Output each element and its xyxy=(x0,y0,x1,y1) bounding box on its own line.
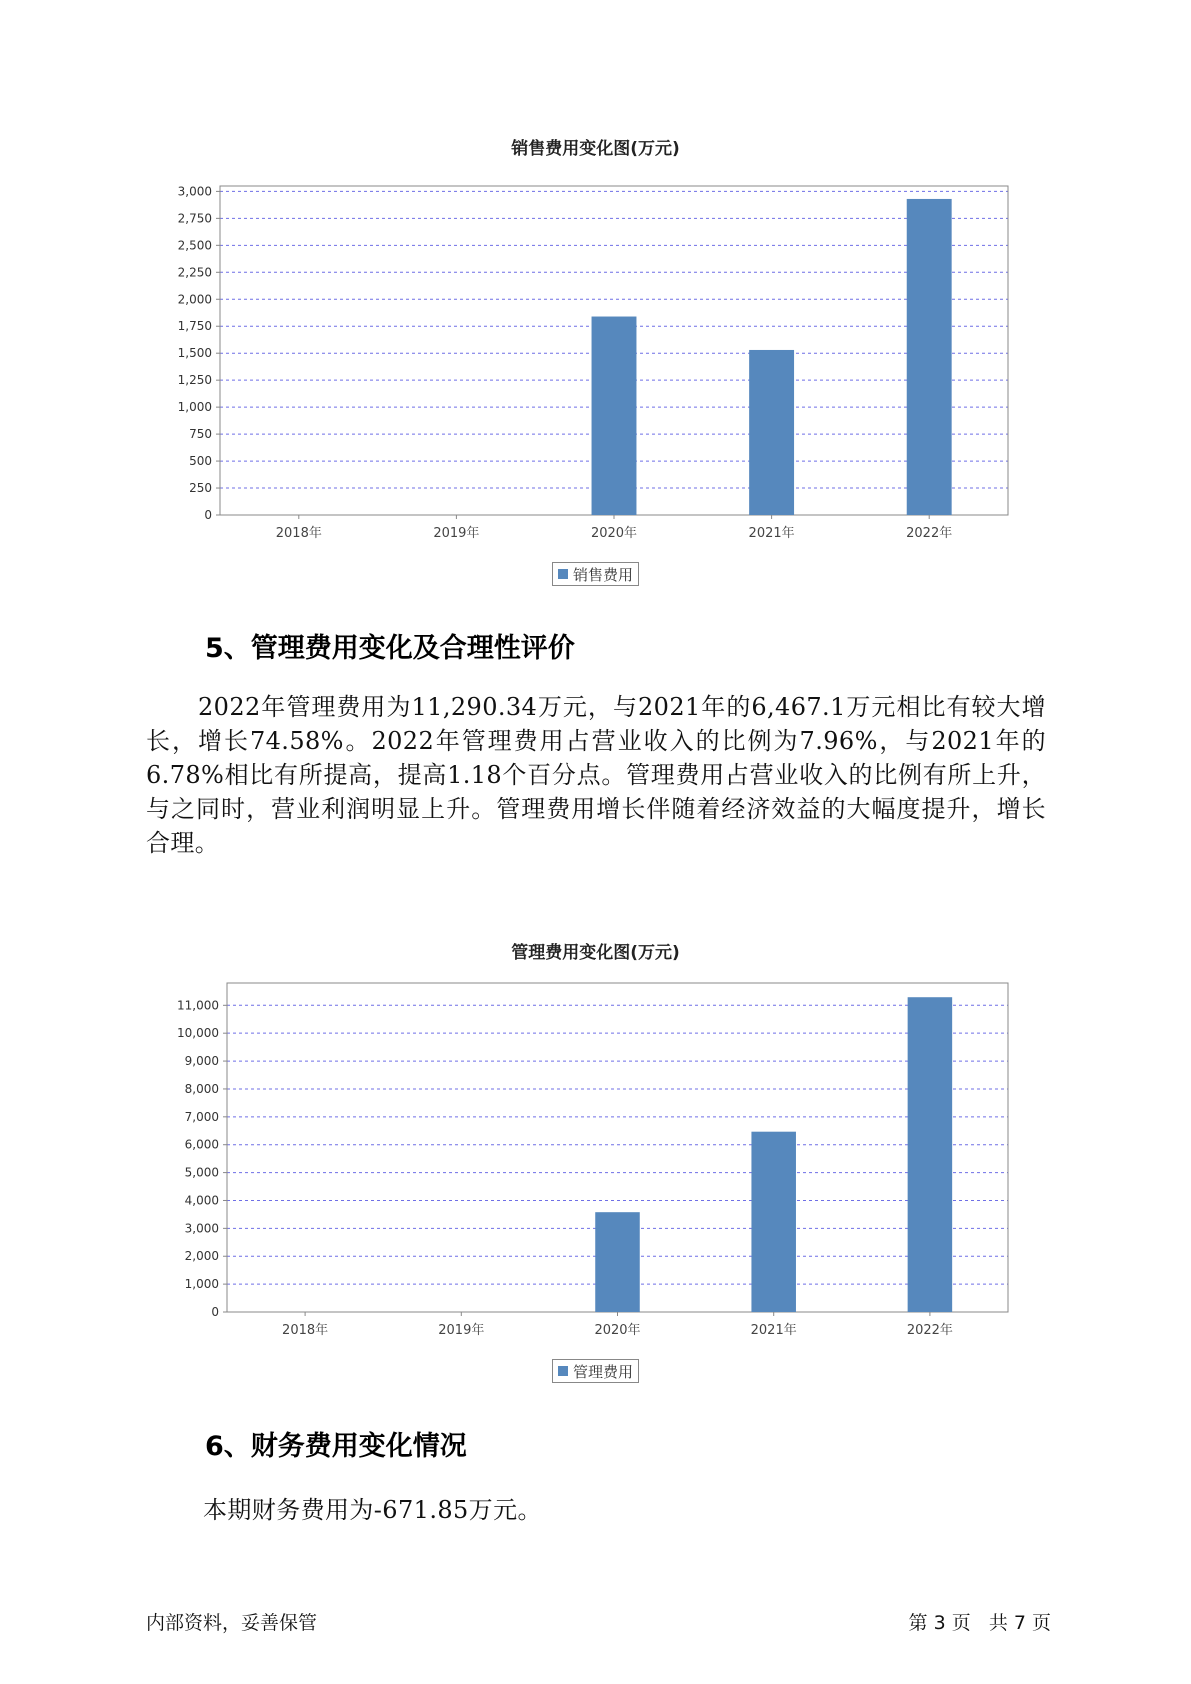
y-tick-label: 3,000 xyxy=(177,184,212,199)
bar xyxy=(751,1132,796,1312)
y-tick-label: 1,500 xyxy=(177,346,212,361)
section-6-paragraph: 本期财务费用为-671.85万元。 xyxy=(203,1496,542,1524)
footer-confidential: 内部资料，妥善保管 xyxy=(146,1612,318,1634)
y-tick-label: 6,000 xyxy=(184,1137,219,1152)
y-tick-label: 750 xyxy=(189,427,212,442)
y-tick-label: 10,000 xyxy=(177,1026,219,1041)
y-tick-label: 2,000 xyxy=(184,1249,219,1264)
admin-expense-chart-title: 管理费用变化图(万元) xyxy=(511,943,680,963)
y-tick-label: 3,000 xyxy=(184,1221,219,1236)
legend-label: 管理费用 xyxy=(573,1362,634,1381)
y-tick-label: 4,000 xyxy=(184,1193,219,1208)
bar xyxy=(908,997,953,1312)
y-tick-label: 250 xyxy=(189,481,212,496)
admin-expense-legend xyxy=(552,1359,639,1383)
y-tick-label: 0 xyxy=(204,508,212,522)
y-tick-label: 2,250 xyxy=(177,265,212,280)
y-tick-label: 1,000 xyxy=(177,400,212,415)
x-tick-label: 2021年 xyxy=(750,1323,797,1338)
x-tick-label: 2021年 xyxy=(748,526,795,541)
bar xyxy=(595,1212,640,1312)
footer-page-number: 第 3 页 共 7 页 xyxy=(908,1612,1051,1634)
x-tick-label: 2018年 xyxy=(282,1323,329,1338)
y-tick-label: 2,750 xyxy=(177,211,212,226)
y-tick-label: 1,000 xyxy=(184,1277,219,1292)
sales-expense-chart-title: 销售费用变化图(万元) xyxy=(511,139,680,159)
x-tick-label: 2020年 xyxy=(594,1323,641,1338)
x-tick-label: 2018年 xyxy=(275,526,322,541)
y-tick-label: 11,000 xyxy=(177,998,219,1013)
y-tick-label: 1,250 xyxy=(177,373,212,388)
section-5-paragraph: 2022年管理费用为11,290.34万元，与2021年的6,467.1万元相比有较大增长，增长74.58%。2022年管理费用占营业收入的比例为7.96%，与2021年的6.78%相比有所提高，提高1.18个百分点。管理费用占营业收入的比例有所上升，与之同时，营业利润明显上升。管理费用增长伴随着经济效益的大幅度提升，增长合理。 xyxy=(146,693,1046,857)
x-tick-label: 2022年 xyxy=(906,526,953,541)
y-tick-label: 1,750 xyxy=(177,319,212,334)
section-6-heading: 6、财务费用变化情况 xyxy=(205,1431,467,1462)
y-tick-label: 5,000 xyxy=(184,1165,219,1180)
y-tick-label: 7,000 xyxy=(184,1109,219,1124)
y-tick-label: 2,000 xyxy=(177,292,212,307)
y-tick-label: 500 xyxy=(189,454,212,469)
x-tick-label: 2019年 xyxy=(438,1323,485,1338)
y-tick-label: 8,000 xyxy=(184,1081,219,1096)
legend-swatch xyxy=(558,1366,568,1376)
y-tick-label: 9,000 xyxy=(184,1054,219,1069)
y-tick-label: 2,500 xyxy=(177,238,212,253)
x-tick-label: 2020年 xyxy=(590,526,638,541)
x-tick-label: 2019年 xyxy=(433,526,480,541)
y-tick-label: 0 xyxy=(211,1305,219,1319)
section-5-heading: 5、管理费用变化及合理性评价 xyxy=(205,633,575,664)
x-tick-label: 2022年 xyxy=(906,1323,953,1338)
legend-label: 销售费用 xyxy=(573,565,634,584)
